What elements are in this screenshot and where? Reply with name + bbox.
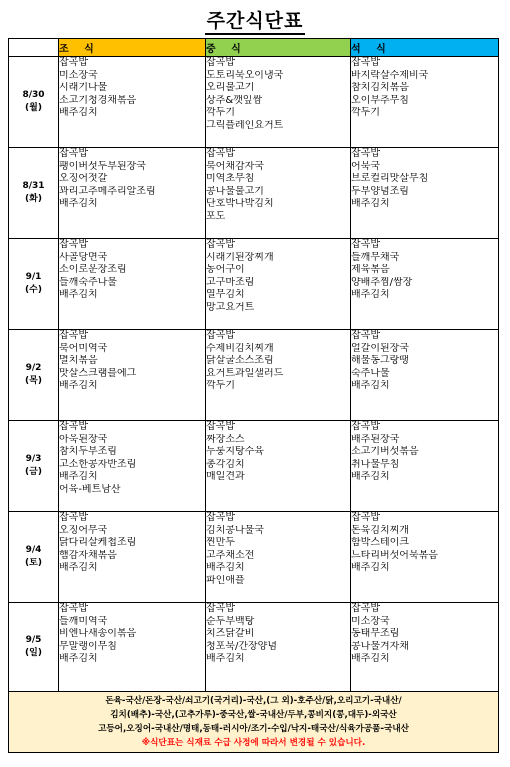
menu-item: 잡곡밥 xyxy=(206,421,235,432)
menu-item: 참치김치볶음 xyxy=(351,82,409,94)
day-cell xyxy=(9,421,59,512)
menu-item: 잡곡밥 xyxy=(351,148,380,159)
menu-item: 누룽지탕수육 xyxy=(206,446,264,458)
menu-item: 배추김치 xyxy=(206,562,245,574)
menu-item: 배추김치 xyxy=(59,380,98,392)
menu-item: 배추김치 xyxy=(351,471,390,483)
menu-item: 상추&깻잎쌈 xyxy=(206,94,263,106)
menu-item: 잡곡밥 xyxy=(351,421,380,432)
menu-item: 망고요거트 xyxy=(206,301,255,313)
day-cell xyxy=(9,239,59,330)
breakfast-cell xyxy=(59,148,206,239)
menu-item: 배추김치 xyxy=(59,198,98,210)
change-notice: ※식단표는 식재료 수급 사정에 따라서 변경될 수 있습니다. xyxy=(141,738,366,748)
page-title xyxy=(0,6,510,33)
menu-item: 오이부추무침 xyxy=(351,94,409,106)
weekly-menu-table xyxy=(8,38,499,753)
day-cell xyxy=(9,512,59,603)
breakfast-cell xyxy=(59,603,206,692)
menu-item: 아욱된장국 xyxy=(59,433,108,445)
menu-item: 양배추찜/쌈장 xyxy=(351,276,413,288)
menu-item: 닭살굴소스조림 xyxy=(206,355,274,367)
menu-item: 콩나물겨자채 xyxy=(351,640,409,652)
day-date: 9/3 xyxy=(25,454,42,464)
menu-item: 배추김치 xyxy=(351,198,390,210)
menu-item: 닭다리살케첩조림 xyxy=(59,537,137,549)
day-cell xyxy=(9,603,59,692)
breakfast-cell xyxy=(59,512,206,603)
menu-item: 잡곡밥 xyxy=(59,512,88,523)
menu-item: 순두부백탕 xyxy=(206,615,255,627)
day-of-week: (목) xyxy=(25,376,42,386)
day-date: 8/30 xyxy=(22,90,45,100)
menu-item: 무말랭이무침 xyxy=(59,640,117,652)
menu-item: 깍두기 xyxy=(206,380,235,392)
menu-item: 돈육김치찌개 xyxy=(351,524,409,536)
menu-item: 취나물무침 xyxy=(351,458,400,470)
lunch-cell xyxy=(206,512,351,603)
day-row xyxy=(9,330,499,421)
menu-item: 잡곡밥 xyxy=(206,148,235,159)
menu-item: 사골당면국 xyxy=(59,251,108,263)
origin-line-2: 김치(배추)-국산,(고추가루)-중국산,쌀-국내산/두부,콩비지(콩,대두)-외국산 xyxy=(110,710,397,720)
menu-item: 배추김치 xyxy=(206,653,245,665)
lunch-cell xyxy=(206,57,351,148)
lunch-cell xyxy=(206,421,351,512)
menu-item: 들깨미역국 xyxy=(59,615,108,627)
day-of-week: (일) xyxy=(25,648,42,658)
breakfast-cell xyxy=(59,239,206,330)
menu-item: 배추김치 xyxy=(59,562,98,574)
menu-item: 고추채소전 xyxy=(206,549,255,561)
menu-item: 잡곡밥 xyxy=(351,330,380,341)
menu-item: 열무김치 xyxy=(206,289,245,301)
menu-item: 두부양념조림 xyxy=(351,185,409,197)
menu-item: 북어미역국 xyxy=(59,342,108,354)
menu-item: 고소한콩자반조림 xyxy=(59,458,137,470)
menu-item: 소고기버섯볶음 xyxy=(351,446,419,458)
title-text: 주간식단표 xyxy=(205,10,306,35)
menu-item: 배추김치 xyxy=(351,289,390,301)
dinner-cell xyxy=(351,603,499,692)
menu-item: 잡곡밥 xyxy=(351,239,380,250)
day-date: 9/2 xyxy=(25,363,42,373)
menu-item: 짜장소스 xyxy=(206,433,245,445)
menu-item: 비엔나새송이볶음 xyxy=(59,628,137,640)
breakfast-cell xyxy=(59,330,206,421)
menu-item: 얼갈이된장국 xyxy=(351,342,409,354)
day-of-week: (화) xyxy=(25,194,42,204)
menu-item: 배추된장국 xyxy=(351,433,400,445)
menu-item: 소고기청경채볶음 xyxy=(59,94,137,106)
lunch-cell xyxy=(206,239,351,330)
menu-item: 멸치볶음 xyxy=(59,355,98,367)
day-row xyxy=(9,421,499,512)
day-row xyxy=(9,57,499,148)
menu-item: 배추김치 xyxy=(351,562,390,574)
menu-item: 잡곡밥 xyxy=(59,148,88,159)
menu-item: 함박스테이크 xyxy=(351,537,409,549)
menu-item: 잡곡밥 xyxy=(59,330,88,341)
dinner-cell xyxy=(351,57,499,148)
menu-item: 시래기된장찌개 xyxy=(206,251,274,263)
menu-item: 오리불고기 xyxy=(206,82,255,94)
menu-item: 콩나물불고기 xyxy=(206,185,264,197)
day-of-week: (수) xyxy=(25,285,42,295)
day-of-week: (토) xyxy=(25,558,42,568)
dinner-cell xyxy=(351,148,499,239)
header-dinner: 석 식 xyxy=(351,39,499,57)
origin-notice xyxy=(9,692,499,753)
menu-item: 미역초무침 xyxy=(206,173,255,185)
menu-item: 참치두부조림 xyxy=(59,446,117,458)
menu-item: 햄감자채볶음 xyxy=(59,549,117,561)
menu-item: 농어구이 xyxy=(206,264,245,276)
header-lunch: 중 식 xyxy=(206,39,351,57)
origin-line-3: 고등어,오징어-국내산/명태,동태-러시아/조기-수입/낙지-태국산/식육가공품-국내산 xyxy=(98,724,409,734)
menu-item: 잡곡밥 xyxy=(351,57,380,68)
menu-item: 어육-베트남산 xyxy=(59,483,121,495)
menu-item: 잡곡밥 xyxy=(351,512,380,523)
menu-item: 단호박나박김치 xyxy=(206,198,274,210)
menu-item: 도토리묵오이냉국 xyxy=(206,69,284,81)
menu-item: 잡곡밥 xyxy=(206,512,235,523)
menu-item: 배추김치 xyxy=(59,289,98,301)
dinner-cell xyxy=(351,512,499,603)
menu-item: 미소장국 xyxy=(351,615,390,627)
day-row xyxy=(9,148,499,239)
menu-item: 시래기나물 xyxy=(59,82,108,94)
menu-item: 소이로운장조림 xyxy=(59,264,127,276)
menu-item: 수제비김치찌개 xyxy=(206,342,274,354)
day-row xyxy=(9,512,499,603)
day-cell xyxy=(9,330,59,421)
menu-item: 제육볶음 xyxy=(351,264,390,276)
menu-item: 오징어젓갈 xyxy=(59,173,108,185)
menu-item: 포도 xyxy=(206,210,226,222)
day-cell xyxy=(9,148,59,239)
menu-item: 어묵국 xyxy=(351,160,380,172)
menu-item: 북어채감자국 xyxy=(206,160,264,172)
menu-item: 꽈리고추메추리알조림 xyxy=(59,185,156,197)
menu-item: 잡곡밥 xyxy=(59,421,88,432)
menu-item: 잡곡밥 xyxy=(206,330,235,341)
breakfast-cell xyxy=(59,57,206,148)
menu-item: 미소장국 xyxy=(59,69,98,81)
menu-item: 잡곡밥 xyxy=(59,239,88,250)
menu-item: 동태무조림 xyxy=(351,628,400,640)
menu-item: 치즈닭갈비 xyxy=(206,628,255,640)
menu-item: 오징어무국 xyxy=(59,524,108,536)
menu-item: 찐만두 xyxy=(206,537,235,549)
day-date: 9/5 xyxy=(25,635,42,645)
menu-item: 파인애플 xyxy=(206,574,245,586)
menu-item: 배추김치 xyxy=(59,107,98,119)
day-date: 8/31 xyxy=(22,181,45,191)
day-date: 9/4 xyxy=(25,545,42,555)
dinner-cell xyxy=(351,239,499,330)
menu-item: 느타리버섯어묵볶음 xyxy=(351,549,438,561)
menu-item: 요거트과일샐러드 xyxy=(206,367,284,379)
menu-item: 바지락살수제비국 xyxy=(351,69,429,81)
menu-item: 배추김치 xyxy=(351,653,390,665)
menu-item: 총각김치 xyxy=(206,458,245,470)
day-date: 9/1 xyxy=(25,272,42,282)
menu-item: 잡곡밥 xyxy=(206,239,235,250)
menu-item: 배추김치 xyxy=(59,653,98,665)
day-row xyxy=(9,603,499,692)
menu-item: 잡곡밥 xyxy=(59,57,88,68)
menu-item: 깍두기 xyxy=(206,107,235,119)
lunch-cell xyxy=(206,603,351,692)
menu-item: 브로컬리맛살무침 xyxy=(351,173,429,185)
dinner-cell xyxy=(351,421,499,512)
menu-item: 팽이버섯두부된장국 xyxy=(59,160,146,172)
menu-item: 해물동그랑땡 xyxy=(351,355,409,367)
lunch-cell xyxy=(206,330,351,421)
breakfast-cell xyxy=(59,421,206,512)
day-of-week: (금) xyxy=(25,467,42,477)
menu-item: 배추김치 xyxy=(59,471,98,483)
menu-item: 김치콩나물국 xyxy=(206,524,264,536)
menu-item: 깍두기 xyxy=(351,107,380,119)
menu-item: 고구마조림 xyxy=(206,276,255,288)
dinner-cell xyxy=(351,330,499,421)
menu-item: 배추김치 xyxy=(351,380,390,392)
menu-item: 잡곡밥 xyxy=(206,57,235,68)
origin-line-1: 돈육-국산/돈장-국산/쇠고기(국거리)-국산,(그 외)-호주산/닭,오리고기-국내산/ xyxy=(105,696,402,706)
menu-item: 들깨숙주나물 xyxy=(59,276,117,288)
menu-item: 청포묵/간장양념 xyxy=(206,640,277,652)
menu-item: 맛살스크램블에그 xyxy=(59,367,137,379)
menu-item: 숙주나물 xyxy=(351,367,390,379)
day-row xyxy=(9,239,499,330)
header-breakfast: 조 식 xyxy=(59,39,206,57)
menu-item: 그릭플레인요거트 xyxy=(206,119,284,131)
header-blank xyxy=(9,39,59,57)
menu-body xyxy=(9,57,499,692)
day-cell xyxy=(9,57,59,148)
lunch-cell xyxy=(206,148,351,239)
menu-item: 잡곡밥 xyxy=(59,603,88,614)
menu-item: 잡곡밥 xyxy=(351,603,380,614)
menu-item: 들깨무채국 xyxy=(351,251,400,263)
menu-item: 잡곡밥 xyxy=(206,603,235,614)
day-of-week: (월) xyxy=(25,103,42,113)
menu-item: 매일견과 xyxy=(206,471,245,483)
